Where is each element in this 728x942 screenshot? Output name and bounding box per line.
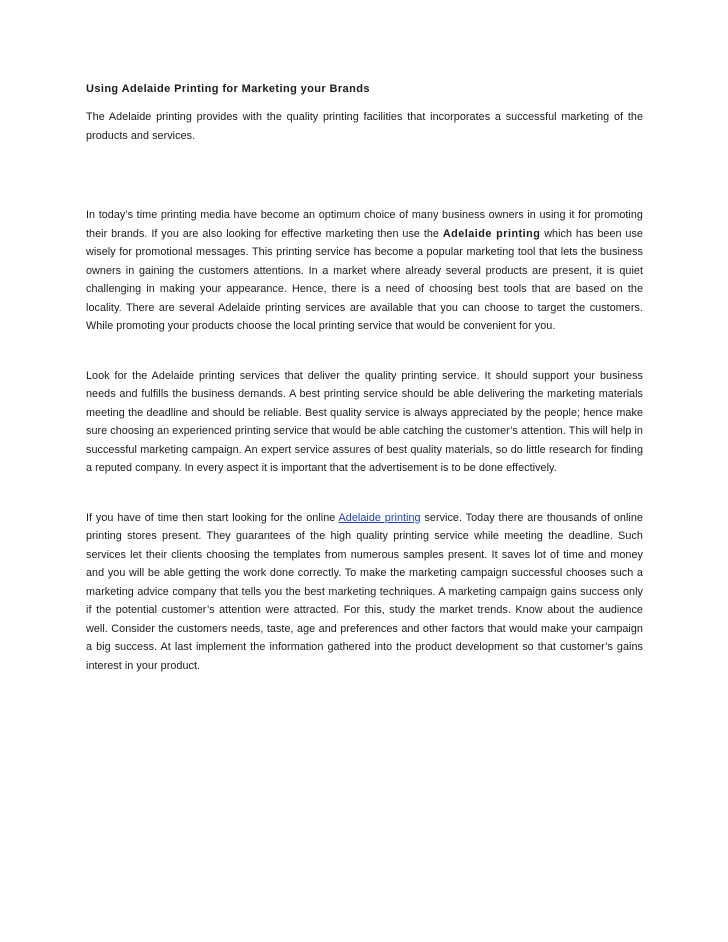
paragraph-text: If you have of time then start looking for the online [86,511,339,524]
intro-paragraph: The Adelaide printing provides with the quality printing facilities that incorporates a successful marketing of the products and services. [86,111,643,142]
paragraph-text: service. Today there are thousands of online printing stores present. They guarantees of the high quality printing service while meeting the deadline. Such services let their clients choosing the templates from numerous samples present. It saves lot of time and money and you will be able getting the work done correctly. To make the marketing campaign successful chooses such a marketing advice company that tells you the best marketing techniques. A marketing campaign gains success only if the potential customer’s attention were attracted. For this, study the market trends. Know about the audience well. Consider the customers needs, taste, age and preferences and other factors that would make your campaign a big success. At last implement the information gathered into the product development so that customer’s gains interest in your product. [86,511,643,672]
paragraph-quality-service: Look for the Adelaide printing services that deliver the quality printing service. It should support your business needs and fulfills the business demands. A best printing service should be able delivering the marketing materials meeting the deadline and should be reliable. Best quality service is always appreciated by the people; hence make sure choosing an experienced printing service that would be able catching the customer’s attention. This will help in successful marketing campaign. An expert service assures of best quality materials, so do little research for finding a reputed company. In every aspect it is important that the advertisement is to be done effectively. [86,369,643,474]
paragraph-adelaide-branding [86,206,643,336]
adelaide-printing-link[interactable]: Adelaide printing [338,511,421,524]
bold-keyword: Adelaide printing [442,227,541,240]
document-page [86,80,643,675]
paragraph-text: which has been use wisely for promotional messages. This printing service has become a popular marketing tool that lets the business owners in gaining the customers attentions. In a market where already several products are present, it is quiet challenging in making your appearance. Hence, there is a need of choosing best tools that are based on the locality. There are several Adelaide printing services are available that you can choose to target the customers. While promoting your products choose the local printing service that would be convenient for you. [86,227,643,332]
document-title: Using Adelaide Printing for Marketing your Brands [86,83,370,95]
paragraph-online-printing [86,509,643,676]
paragraph-text: In today’s time printing media have become an optimum choice of many business owners in using it for promoting their brands. If you are also looking for effective marketing then use the [86,209,643,240]
